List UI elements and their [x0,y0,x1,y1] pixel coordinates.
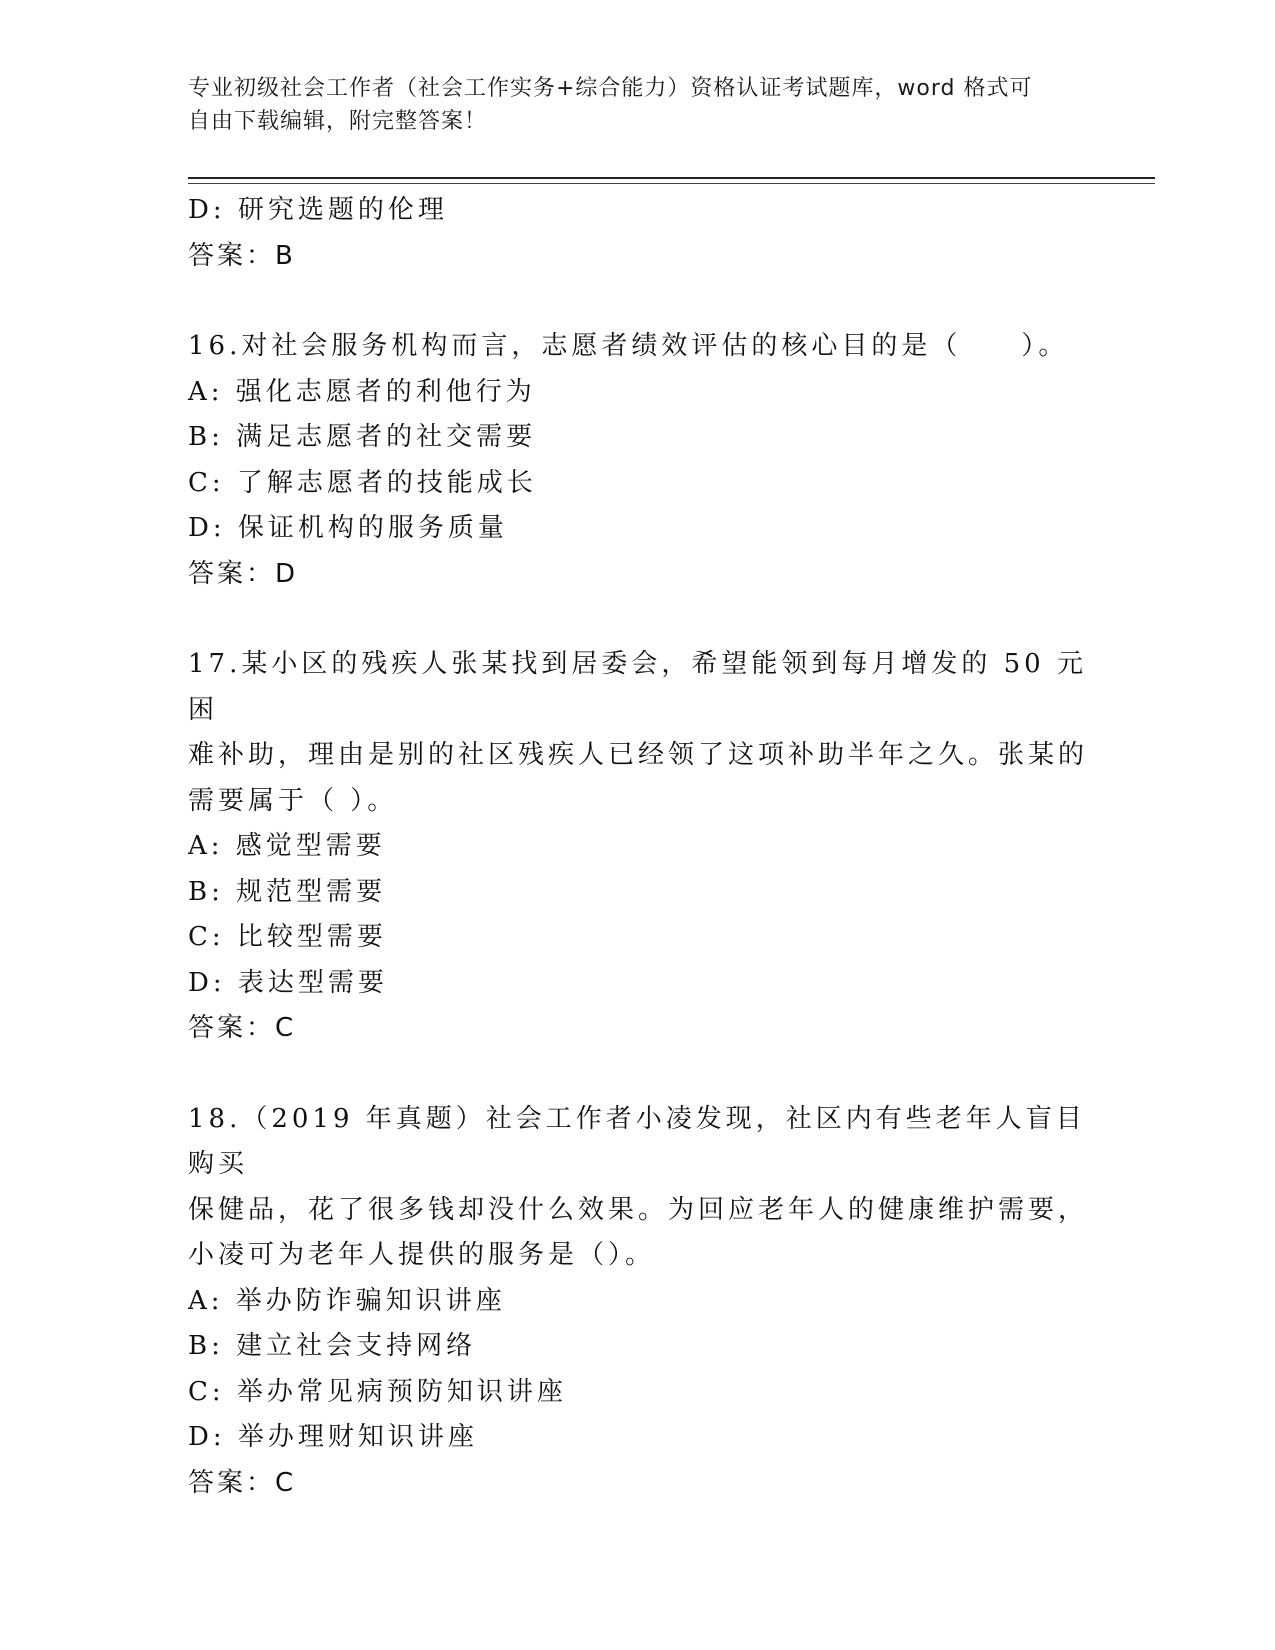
document-header [188,72,1088,138]
answer-line: 答案：B [188,240,296,271]
header-rule-thick [188,177,1155,179]
question-17 [188,642,1088,1052]
header-line-2: 自由下载编辑，附完整答案！ [188,109,488,134]
option-d: D: 举办理财知识讲座 [188,1422,478,1452]
option-c: C: 比较型需要 [188,922,387,952]
option-b: B: 建立社会支持网络 [188,1331,477,1361]
spacer [188,279,1088,324]
question-text-line-1: 17.某小区的残疾人张某找到居委会，希望能领到每月增发的 50 元困 [188,649,1087,725]
question-text: 16.对社会服务机构而言，志愿者绩效评估的核心目的是（ ）。 [188,331,1069,361]
option-b: B: 规范型需要 [188,876,387,907]
question-16 [188,324,1088,597]
question-text-line-1: 18.（2019 年真题）社会工作者小凌发现，社区内有些老年人盲目购买 [188,1103,1086,1179]
option-d: D: 保证机构的服务质量 [188,513,508,543]
option-c: C: 举办常见病预防知识讲座 [188,1376,567,1407]
header-rule-thin [188,183,1155,184]
answer-line: 答案：C [188,1013,297,1043]
question-text-line-3: 需要属于（ ）。 [188,785,398,816]
header-line-1: 专业初级社会工作者（社会工作实务+综合能力）资格认证考试题库，word 格式可 [188,76,1033,101]
spacer [188,597,1088,642]
option-a: A: 强化志愿者的利他行为 [188,376,536,407]
answer-line: 答案：C [188,1467,297,1498]
question-text-line-2: 保健品，花了很多钱却没什么效果。为回应老年人的健康维护需要， [188,1194,1089,1225]
option-a: A: 感觉型需要 [188,831,386,861]
spacer [188,1052,1088,1097]
option-c: C: 了解志愿者的技能成长 [188,467,537,498]
question-text-line-2: 难补助，理由是别的社区残疾人已经领了这项补助半年之久。张某的 [188,740,1089,770]
option-d: D: 表达型需要 [188,967,388,998]
document-body [188,188,1088,1506]
question-text-line-3: 小凌可为老年人提供的服务是（）。 [188,1240,656,1270]
answer-line: 答案：D [188,558,299,589]
option-a: A: 举办防诈骗知识讲座 [188,1285,506,1316]
option-d: D: 研究选题的伦理 [188,195,448,225]
option-b: B: 满足志愿者的社交需要 [188,422,537,452]
question-18 [188,1097,1088,1507]
